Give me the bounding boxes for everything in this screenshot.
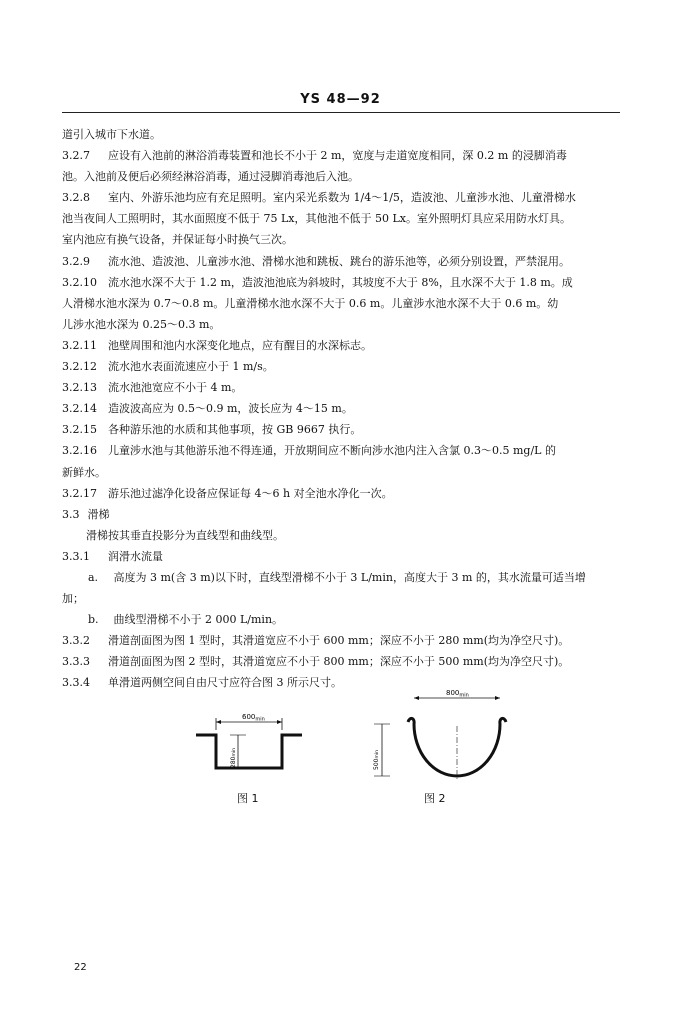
clause-text: 流水池水表面流速应小于 1 m/s。 <box>108 360 274 374</box>
clause-number: 3.2.12 <box>62 360 97 374</box>
figure-1-rect-channel <box>190 700 310 780</box>
width-label: $800_{min}$ <box>446 689 469 699</box>
list-item-b <box>62 609 624 630</box>
clause-3-2-9 <box>62 251 624 272</box>
clause-number: 3.2.10 <box>62 275 97 289</box>
clause-text: 单滑道两侧空间自由尺寸应符合图 3 所示尺寸。 <box>108 676 342 690</box>
clause-number: 3.2.16 <box>62 444 97 458</box>
list-label: a. <box>88 570 99 584</box>
clause-text: 流水池池宽应不小于 4 m。 <box>108 381 243 395</box>
text-line: 人滑梯水池水深为 0.7～0.8 m。儿童滑梯水池水深不大于 0.6 m。儿童涉水池水深不大于 0.6 m。幼 <box>62 296 559 310</box>
clause-3-2-7 <box>62 145 624 166</box>
width-label: $600_{min}$ <box>242 713 265 723</box>
header-rule <box>62 112 620 113</box>
clause-text: 造波波高应为 0.5～0.9 m，波长应为 4～15 m。 <box>108 402 353 416</box>
clause-number: 3.2.15 <box>62 423 97 437</box>
clause-text: 各种游乐池的水质和其他事项，按 GB 9667 执行。 <box>108 423 362 437</box>
clause-3-2-10 <box>62 272 624 293</box>
clause-text: 滑道剖面图为图 2 型时，其滑道宽应不小于 800 mm；深应不小于 500 mm(均为净空尺寸)。 <box>108 655 570 669</box>
clause-text: 应设有入池前的淋浴消毒装置和池长不小于 2 m，宽度与走道宽度相同，深 0.2 m 的浸脚消毒 <box>108 149 567 163</box>
clause-3-3-4 <box>62 672 624 693</box>
clause-number: 3.3.2 <box>62 634 90 648</box>
figure-2-caption: 图 2 <box>424 792 446 805</box>
clause-3-3-3 <box>62 651 624 672</box>
clause-3-2-16 <box>62 440 624 461</box>
text-line: 室内池应有换气设备，并保证每小时换气三次。 <box>62 233 293 247</box>
clause-number: 3.2.17 <box>62 486 97 500</box>
text-line: 道引入城市下水道。 <box>62 128 161 141</box>
figure-1-caption: 图 1 <box>237 792 259 805</box>
document-code-header: YS 48—92 <box>300 92 381 107</box>
clause-3-2-8 <box>62 187 624 208</box>
depth-label: 500min <box>373 750 380 770</box>
clause-3-2-12 <box>62 356 624 377</box>
clause-3-2-14 <box>62 398 624 419</box>
clause-text: 润滑水流量 <box>108 549 163 563</box>
page-number: 22 <box>74 962 87 973</box>
clause-text: 流水池、造波池、儿童涉水池、滑梯水池和跳板、跳台的游乐池等，必须分别设置，严禁混用。 <box>108 254 570 268</box>
figure-2-curved-channel <box>360 682 510 786</box>
clause-3-2-15 <box>62 419 624 440</box>
document-body <box>62 124 624 694</box>
clause-text: 池壁周围和池内水深变化地点，应有醒目的水深标志。 <box>108 338 372 352</box>
clause-3-2-11 <box>62 335 624 356</box>
section-number: 3.3 <box>62 507 80 521</box>
section-3-3-heading <box>62 504 624 525</box>
arrow-head <box>216 720 221 724</box>
text-line: 池当夜间人工照明时，其水面照度不低于 75 Lx，其他池不低于 50 Lx。室外照明灯具应采用防水灯具。 <box>62 212 571 226</box>
text-line: 新鲜水。 <box>62 465 106 479</box>
list-text: 高度为 3 m(含 3 m)以下时，直线型滑梯不小于 3 L/min，高度大于 3 m 的，其水流量可适当增 <box>113 570 586 584</box>
figure-1-drawing <box>190 700 310 780</box>
arrow-head <box>495 696 500 700</box>
clause-3-3-1 <box>62 546 624 567</box>
text-line: 加； <box>62 592 84 606</box>
clause-number: 3.2.9 <box>62 254 90 268</box>
clause-number: 3.3.3 <box>62 655 90 669</box>
arrow-head <box>414 696 419 700</box>
clause-text: 儿童涉水池与其他游乐池不得连通，开放期间应不断向涉水池内注入含氯 0.3～0.5 mg/L 的 <box>108 444 556 458</box>
clause-number: 3.2.13 <box>62 381 97 395</box>
text-line: 滑梯按其垂直投影分为直线型和曲线型。 <box>86 528 284 542</box>
text-line: 池。入池前及便后必须经淋浴消毒，通过浸脚消毒池后入池。 <box>62 170 359 184</box>
arrow-head <box>277 720 282 724</box>
clause-number: 3.2.14 <box>62 402 97 416</box>
figure-2-drawing <box>360 682 510 786</box>
text-line: 儿涉水池水深为 0.25～0.3 m。 <box>62 317 221 331</box>
clause-number: 3.3.4 <box>62 676 90 690</box>
clause-text: 滑道剖面图为图 1 型时，其滑道宽应不小于 600 mm；深应不小于 280 mm(均为净空尺寸)。 <box>108 634 570 648</box>
list-text: 曲线型滑梯不小于 2 000 L/min。 <box>113 613 284 627</box>
clause-number: 3.2.11 <box>62 338 97 352</box>
clause-3-2-13 <box>62 377 624 398</box>
clause-3-3-2 <box>62 630 624 651</box>
clause-text: 室内、外游乐池均应有充足照明。室内采光系数为 1/4～1/5，造波池、儿童涉水池、儿童滑梯水 <box>108 191 576 205</box>
list-item-a <box>62 567 624 588</box>
clause-number: 3.2.8 <box>62 191 90 205</box>
depth-label: 280min <box>230 748 237 768</box>
clause-number: 3.2.7 <box>62 149 90 163</box>
clause-text: 游乐池过滤净化设备应保证每 4～6 h 对全池水净化一次。 <box>108 486 393 500</box>
clause-text: 流水池水深不大于 1.2 m，造波池池底为斜坡时，其坡度不大于 8%，且水深不大于 1.8 m。成 <box>108 275 573 289</box>
section-title: 滑梯 <box>87 507 110 521</box>
clause-3-2-17 <box>62 483 624 504</box>
list-label: b. <box>88 613 99 627</box>
clause-number: 3.3.1 <box>62 549 90 563</box>
channel-profile <box>196 735 302 768</box>
